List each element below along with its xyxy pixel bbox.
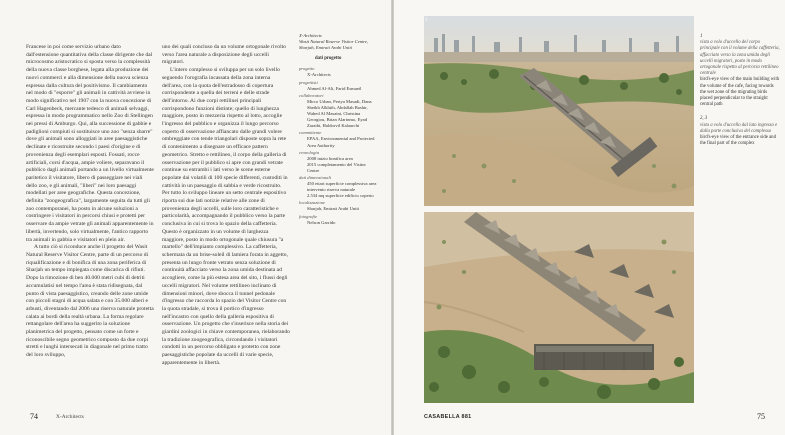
left-page [0,0,391,435]
credit-value: Sharjah, Emirati Arabi Uniti [307,206,360,212]
credit-value: Mirco Urban, Periya Masadi, Dana Sheikh Alkhiih, Abdallah Bashir, Wahed Al Masaini, Christina Georgiou, Brian Alarinmo, Eyad Zaraibi, Haldorvil Kalaarchi [307,98,372,129]
credit-value: X-Architects [307,72,331,78]
credit-label: progetto [299,66,315,72]
paragraph: A tutto ciò si riconduce anche il progetto del Wasit Natural Reserve Visitor Centre, parte di un percorso di riqualificazione e di bonifica di una zona periferica di Sharjah un tempo impiegata come discarica di rifiuti. Dopo la rimozione di ben 40.000 metri cubi di detriti accumulatisi nel tempo l'area è stata ridisegnata, dal punto di vista paesaggistico, creando delle zone umide con piccoli stagni di acqua salata e con 35.000 alberi e arbusti, diventando dal 2006 una riserva naturale protetta calata ai bordi della realtà urbana. La forma regolare rettangolare dell'area ha suggerito la soluzione planimetrica del progetto, pensato come un forte e riconoscibile segno geometrico composto da due corpi stretti e lunghi intersecati in diagonale nel primo tratto del loro sviluppo, [26,244,154,359]
page-number-left: 74 [30,412,38,421]
caption-english: bird's-eye view of the main building with the volume of the cafe, facing towards the wet zone of the migrating birds placed perpendicular to the straight central path [700,77,780,108]
text-column-1 [26,44,154,388]
photo-marker: 1 [425,18,428,23]
aerial-photo-city [424,16,694,206]
caption-italian: vista a volo d'uccello dal lato ingresso e dalla parte conclusiva del complesso [700,122,778,134]
credits-header: X-Architects Wasit Natural Reserve Visitor Centre, Sharjah, Emirati Arabi Uniti [299,33,369,51]
credit-value: 2008 inizio bonifica area 2015 completamento del Visitor Centre [307,155,366,173]
caption-italian: vista a volo d'uccello del corpo principale con il volume della caffetteria, affacciato verso la zona umida degli uccelli migratori, posto in modo ortogonale rispetto al percorso rettilineo centrale [700,40,780,77]
credit-value: 450 ettari superficie complessiva area intervento riserva naturale 2.534 mq superficie edificio coperto [307,181,377,199]
caption-1 [700,34,780,108]
credits-title: dati progetto [315,56,342,62]
caption-number: 1 [700,34,703,39]
credit-label: committente [299,130,322,136]
page-number-right: 75 [757,412,765,421]
credit-label: fotografie [299,213,318,219]
credits-list [299,66,379,225]
text-column-2 [162,44,290,390]
photo-captions [700,34,780,155]
credit-value: Ahmed Al-Ali, Farid Esmaeil [307,85,362,91]
credit-label: localizzazione [299,200,326,206]
caption-2-3 [700,116,780,147]
credit-value: EPAA, Environmental and Protected Area Authority [307,136,375,148]
paragraph: uno dei quali concluso da un volume ortogonale rivolto verso l'area naturale a disposizione degli uccelli migratori. [162,44,286,66]
project-credits [299,33,379,227]
paragraph: Francese in poi come servizio urbano dato dall'estensione quantitativa della classe dirigente che dal microcosmo aristocratico si sposta verso la complessità della nuova classe borghese, legata alla produzione dei nuovi commerci e alla dimensione della nuova scienza espressa dalla cultura del positivismo. Il cambiamento nel modo di "esporre" gli animali in cattività avviene in modo significativo nel 1907 con la nuova concezione di Carl Hagenbeck, mercante tedesco di animali selvaggi, espressa in modo programmatico nello Zoo di Stellingen nei pressi di Amburgo. Qui, alla successione di gabbie e padiglioni compiuti si sostituisce uno zoo "senza sbarre" dove gli animali sono alloggiati in aree paesaggistiche declinate e ricostruite secondo i paesi d'origine e di provenienza degli esemplari esposti. Fossati, rocce artificiali, corsi d'acqua, ampie voliere, separavano il pubblico dagli animali portando a un livello virtualmente paritetico il visitatore, libero di passeggiare nei viali dello zoo, e gli animali, "liberi" nei loro paesaggi modellati per aree geografiche. Questa concezione, definita "zoogeografica", largamente seguita da tutti gli zoo contemporanei, ha posto in alcune soluzioni a costringere i visitatori in percorsi chiusi e protetti per osservare da ampie vetrate gli animali apparentemente in libertà, invertendo, solo virtualmente, l'antico rapporto tra animali in gabbia e visitatori en plein air. [26,44,154,243]
credit-value: Nelson Garrido [307,219,336,225]
credit-label: cronologia [299,149,319,155]
aerial-photo-complex [424,212,694,403]
credit-label: collaboratori [299,92,324,98]
right-page [394,0,785,435]
running-title: X-Architects [56,414,84,420]
caption-number: 2, 3 [700,116,708,122]
credit-label: dati dimensionali [299,174,332,180]
magazine-issue: CASABELLA 881 [424,414,472,420]
credit-label: progettisti [299,79,318,85]
paragraph: L'intero complesso si sviluppa per un solo livello seguendo l'orografia incassata della zona interna dell'area, con la quota dell'estradosso di copertura corrispondente a quella dei terreni e delle strade dell'intorno. Ai due corpi rettilinei principali corrispondono funzioni distinte; quello di lunghezza maggiore, posto in mezzeria rispetto al lotto, accoglie l'ingresso del pubblico e organizza il lungo percorso coperto di osservazione affiancato dalle grandi volere ombreggiate con tende triangolari disposte sopra la rete di contenimento a disegnare un efficace pattern geometrico. Stretto e rettilineo, il corpo della galleria di osservazione per il pubblico si apre con grandi vetrate continue su entrambi i lati verso le scene esterne popolate dai volatili di 100 specie differenti, custoditi in cattività in un paesaggio di sabbia e verde ricostruito. Per tutto lo sviluppo lineare un setto centrale espositivo riporta sui due lati notizie relative alle zone di provenienza degli uccelli, sulle loro caratteristiche e particolarità, accompagnando il pubblico verso la parte conclusiva in cui si trova lo spazio della caffetteria. Questo è organizzato in un volume di larghezza maggiore, posto in modo ortogonale quale chiusura "a martello" dell'impianto complessivo. La caffetteria, schermata da un brise-soleil di lamiera forata in aggetto, presenta un lungo fronte vetrato senza soluzione di continuità affacciato verso la zona umida destinata ad accogliere, come la più estesa area del sito, i flussi degli uccelli migratori. Nel volume rettilineo inclinato di dimensioni minori, dove sboccа il tunnel pedonale d'ingresso che raccorda lo spazio del Visitor Centre con la quota stradale, si trova il portico d'ingresso nell'incastro con quello della galleria espositiva di osservazione. Un progetto che s'inserisce nella storia dei giardini zoologici in chiave contemporanea, rielaborando la tradizione zoogeografica, circondando i visitatori condotti in un percorso obbligato e protetto con zone paesaggistiche popolate da uccelli di varie specie, apparentemente in libertà. [162,67,290,366]
caption-english: bird's-eye view of the entrance side and the final part of the complex [700,135,776,147]
